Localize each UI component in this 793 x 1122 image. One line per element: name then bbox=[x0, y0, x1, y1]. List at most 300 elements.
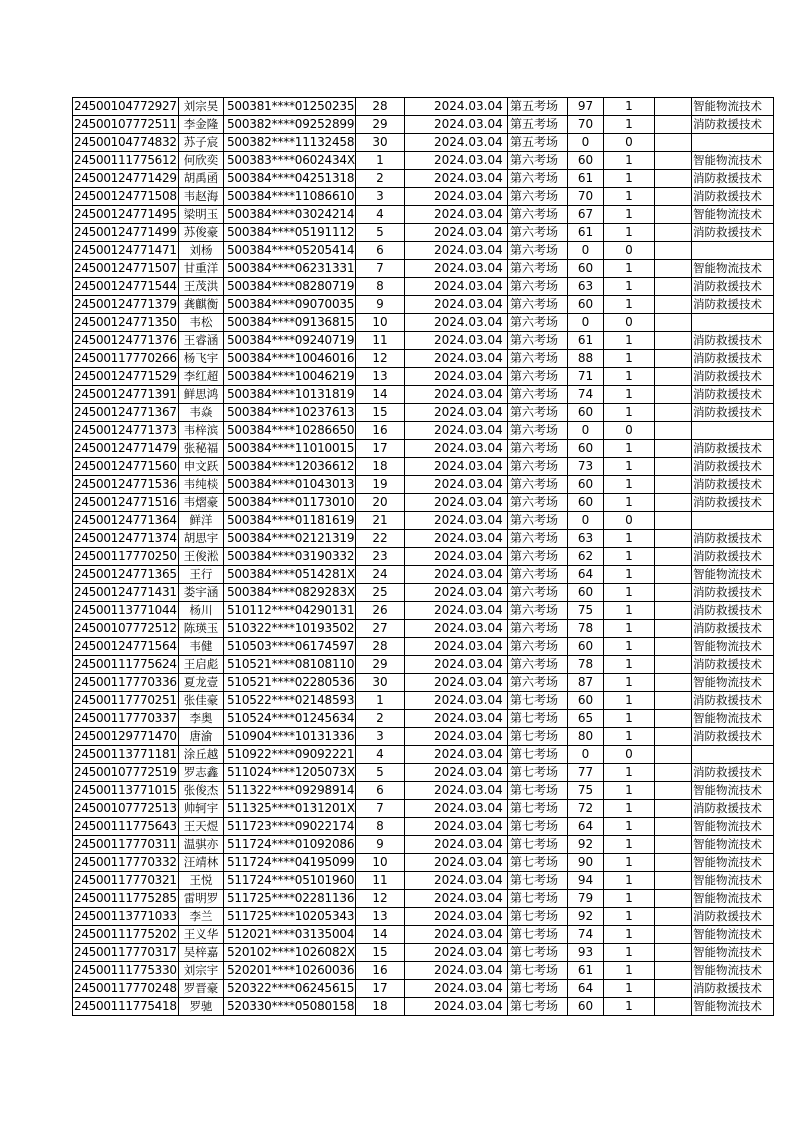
table-row bbox=[73, 620, 774, 638]
score-cell: 92 bbox=[568, 836, 604, 854]
score-cell: 88 bbox=[568, 350, 604, 368]
exam-date-cell: 2024.03.04 bbox=[433, 656, 508, 674]
exam-id-cell: 24500117770248 bbox=[73, 980, 179, 998]
exam-id-cell: 24500124771544 bbox=[73, 278, 179, 296]
table-row bbox=[73, 116, 774, 134]
spacer-cell bbox=[655, 854, 692, 872]
exam-id-cell: 24500124771367 bbox=[73, 404, 179, 422]
seat-number-cell: 23 bbox=[356, 548, 405, 566]
exam-id-cell: 24500111775643 bbox=[73, 818, 179, 836]
table-row bbox=[73, 206, 774, 224]
pass-flag-cell: 1 bbox=[604, 962, 655, 980]
major-cell: 智能物流技术 bbox=[692, 998, 774, 1016]
exam-id-cell: 24500111775418 bbox=[73, 998, 179, 1016]
major-cell: 智能物流技术 bbox=[692, 962, 774, 980]
seat-number-cell: 11 bbox=[356, 332, 405, 350]
spacer-cell bbox=[405, 620, 434, 638]
student-name-cell: 苏俊豪 bbox=[179, 224, 224, 242]
exam-id-cell: 24500107772512 bbox=[73, 620, 179, 638]
exam-room-cell: 第六考场 bbox=[508, 548, 568, 566]
id-card-cell: 511724****04195099 bbox=[224, 854, 356, 872]
table-row bbox=[73, 530, 774, 548]
spacer-cell bbox=[405, 692, 434, 710]
exam-id-cell: 24500124771373 bbox=[73, 422, 179, 440]
exam-date-cell: 2024.03.04 bbox=[433, 674, 508, 692]
spacer-cell bbox=[405, 188, 434, 206]
spacer-cell bbox=[655, 170, 692, 188]
seat-number-cell: 14 bbox=[356, 386, 405, 404]
student-name-cell: 吴梓嘉 bbox=[179, 944, 224, 962]
spacer-cell bbox=[405, 512, 434, 530]
exam-date-cell: 2024.03.04 bbox=[433, 188, 508, 206]
major-cell: 智能物流技术 bbox=[692, 782, 774, 800]
spacer-cell bbox=[405, 764, 434, 782]
score-cell: 63 bbox=[568, 278, 604, 296]
student-name-cell: 李红超 bbox=[179, 368, 224, 386]
score-cell: 75 bbox=[568, 602, 604, 620]
exam-date-cell: 2024.03.04 bbox=[433, 152, 508, 170]
seat-number-cell: 10 bbox=[356, 314, 405, 332]
spacer-cell bbox=[405, 998, 434, 1016]
id-card-cell: 500384****10046219 bbox=[224, 368, 356, 386]
student-name-cell: 龚麒衡 bbox=[179, 296, 224, 314]
id-card-cell: 520201****10260036 bbox=[224, 962, 356, 980]
major-cell: 消防救援技术 bbox=[692, 728, 774, 746]
table-row bbox=[73, 134, 774, 152]
exam-date-cell: 2024.03.04 bbox=[433, 314, 508, 332]
exam-room-cell: 第五考场 bbox=[508, 98, 568, 116]
id-card-cell: 500384****01173010 bbox=[224, 494, 356, 512]
pass-flag-cell: 1 bbox=[604, 548, 655, 566]
exam-room-cell: 第七考场 bbox=[508, 782, 568, 800]
exam-date-cell: 2024.03.04 bbox=[433, 350, 508, 368]
spacer-cell bbox=[405, 116, 434, 134]
table-row bbox=[73, 854, 774, 872]
major-cell: 智能物流技术 bbox=[692, 260, 774, 278]
id-card-cell: 510904****10131336 bbox=[224, 728, 356, 746]
spacer-cell bbox=[655, 350, 692, 368]
pass-flag-cell: 1 bbox=[604, 476, 655, 494]
pass-flag-cell: 1 bbox=[604, 152, 655, 170]
pass-flag-cell: 1 bbox=[604, 944, 655, 962]
pass-flag-cell: 1 bbox=[604, 404, 655, 422]
exam-id-cell: 24500107772511 bbox=[73, 116, 179, 134]
seat-number-cell: 30 bbox=[356, 674, 405, 692]
pass-flag-cell: 1 bbox=[604, 260, 655, 278]
score-cell: 60 bbox=[568, 584, 604, 602]
spacer-cell bbox=[655, 728, 692, 746]
spacer-cell bbox=[655, 440, 692, 458]
major-cell bbox=[692, 242, 774, 260]
id-card-cell: 500384****01043013 bbox=[224, 476, 356, 494]
major-cell: 消防救援技术 bbox=[692, 296, 774, 314]
major-cell: 智能物流技术 bbox=[692, 566, 774, 584]
seat-number-cell: 2 bbox=[356, 710, 405, 728]
score-cell: 60 bbox=[568, 638, 604, 656]
exam-date-cell: 2024.03.04 bbox=[433, 854, 508, 872]
exam-id-cell: 24500111775285 bbox=[73, 890, 179, 908]
seat-number-cell: 16 bbox=[356, 422, 405, 440]
exam-date-cell: 2024.03.04 bbox=[433, 728, 508, 746]
id-card-cell: 520102****1026082X bbox=[224, 944, 356, 962]
spacer-cell bbox=[405, 260, 434, 278]
spacer-cell bbox=[655, 998, 692, 1016]
student-name-cell: 夏龙壹 bbox=[179, 674, 224, 692]
pass-flag-cell: 0 bbox=[604, 134, 655, 152]
exam-date-cell: 2024.03.04 bbox=[433, 368, 508, 386]
spacer-cell bbox=[405, 458, 434, 476]
pass-flag-cell: 1 bbox=[604, 800, 655, 818]
student-name-cell: 张佳豪 bbox=[179, 692, 224, 710]
pass-flag-cell: 1 bbox=[604, 386, 655, 404]
spacer-cell bbox=[405, 242, 434, 260]
seat-number-cell: 9 bbox=[356, 296, 405, 314]
major-cell: 消防救援技术 bbox=[692, 476, 774, 494]
table-row bbox=[73, 566, 774, 584]
exam-date-cell: 2024.03.04 bbox=[433, 116, 508, 134]
pass-flag-cell: 1 bbox=[604, 764, 655, 782]
exam-id-cell: 24500124771479 bbox=[73, 440, 179, 458]
exam-date-cell: 2024.03.04 bbox=[433, 800, 508, 818]
exam-id-cell: 24500124771507 bbox=[73, 260, 179, 278]
table-row bbox=[73, 782, 774, 800]
major-cell: 消防救援技术 bbox=[692, 332, 774, 350]
exam-date-cell: 2024.03.04 bbox=[433, 998, 508, 1016]
student-name-cell: 王天煜 bbox=[179, 818, 224, 836]
pass-flag-cell: 1 bbox=[604, 728, 655, 746]
table-row bbox=[73, 674, 774, 692]
seat-number-cell: 17 bbox=[356, 980, 405, 998]
exam-date-cell: 2024.03.04 bbox=[433, 206, 508, 224]
pass-flag-cell: 1 bbox=[604, 818, 655, 836]
seat-number-cell: 17 bbox=[356, 440, 405, 458]
score-cell: 70 bbox=[568, 188, 604, 206]
seat-number-cell: 18 bbox=[356, 458, 405, 476]
pass-flag-cell: 1 bbox=[604, 836, 655, 854]
exam-date-cell: 2024.03.04 bbox=[433, 962, 508, 980]
score-cell: 60 bbox=[568, 692, 604, 710]
exam-room-cell: 第六考场 bbox=[508, 332, 568, 350]
table-row bbox=[73, 872, 774, 890]
seat-number-cell: 10 bbox=[356, 854, 405, 872]
exam-date-cell: 2024.03.04 bbox=[433, 458, 508, 476]
seat-number-cell: 2 bbox=[356, 170, 405, 188]
exam-room-cell: 第六考场 bbox=[508, 674, 568, 692]
exam-date-cell: 2024.03.04 bbox=[433, 620, 508, 638]
exam-room-cell: 第七考场 bbox=[508, 908, 568, 926]
seat-number-cell: 15 bbox=[356, 944, 405, 962]
id-card-cell: 510521****08108110 bbox=[224, 656, 356, 674]
spacer-cell bbox=[405, 836, 434, 854]
spacer-cell bbox=[405, 98, 434, 116]
major-cell: 消防救援技术 bbox=[692, 530, 774, 548]
pass-flag-cell: 1 bbox=[604, 368, 655, 386]
exam-room-cell: 第六考场 bbox=[508, 314, 568, 332]
id-card-cell: 500382****09252899 bbox=[224, 116, 356, 134]
student-name-cell: 韦松 bbox=[179, 314, 224, 332]
score-cell: 92 bbox=[568, 908, 604, 926]
pass-flag-cell: 1 bbox=[604, 566, 655, 584]
table-row bbox=[73, 656, 774, 674]
spacer-cell bbox=[405, 854, 434, 872]
spacer-cell bbox=[655, 602, 692, 620]
exam-id-cell: 24500124771365 bbox=[73, 566, 179, 584]
score-cell: 74 bbox=[568, 926, 604, 944]
pass-flag-cell: 0 bbox=[604, 314, 655, 332]
exam-id-cell: 24500124771536 bbox=[73, 476, 179, 494]
spacer-cell bbox=[655, 890, 692, 908]
spacer-cell bbox=[655, 620, 692, 638]
exam-date-cell: 2024.03.04 bbox=[433, 530, 508, 548]
score-cell: 63 bbox=[568, 530, 604, 548]
spacer-cell bbox=[655, 782, 692, 800]
exam-date-cell: 2024.03.04 bbox=[433, 548, 508, 566]
exam-room-cell: 第七考场 bbox=[508, 980, 568, 998]
id-card-cell: 500384****04251318 bbox=[224, 170, 356, 188]
pass-flag-cell: 0 bbox=[604, 512, 655, 530]
seat-number-cell: 6 bbox=[356, 242, 405, 260]
exam-date-cell: 2024.03.04 bbox=[433, 512, 508, 530]
exam-date-cell: 2024.03.04 bbox=[433, 242, 508, 260]
id-card-cell: 500384****01181619 bbox=[224, 512, 356, 530]
spacer-cell bbox=[655, 260, 692, 278]
seat-number-cell: 25 bbox=[356, 584, 405, 602]
id-card-cell: 511725****10205343 bbox=[224, 908, 356, 926]
seat-number-cell: 28 bbox=[356, 638, 405, 656]
spacer-cell bbox=[405, 800, 434, 818]
exam-id-cell: 24500117770311 bbox=[73, 836, 179, 854]
id-card-cell: 500384****03190332 bbox=[224, 548, 356, 566]
student-name-cell: 罗志鑫 bbox=[179, 764, 224, 782]
major-cell bbox=[692, 314, 774, 332]
table-row bbox=[73, 944, 774, 962]
exam-room-cell: 第六考场 bbox=[508, 368, 568, 386]
id-card-cell: 500384****06231331 bbox=[224, 260, 356, 278]
id-card-cell: 500384****05191112 bbox=[224, 224, 356, 242]
spacer-cell bbox=[405, 440, 434, 458]
major-cell: 消防救援技术 bbox=[692, 692, 774, 710]
spacer-cell bbox=[405, 332, 434, 350]
seat-number-cell: 6 bbox=[356, 782, 405, 800]
student-name-cell: 唐渝 bbox=[179, 728, 224, 746]
score-cell: 0 bbox=[568, 314, 604, 332]
exam-id-cell: 24500104772927 bbox=[73, 98, 179, 116]
id-card-cell: 500381****01250235 bbox=[224, 98, 356, 116]
exam-date-cell: 2024.03.04 bbox=[433, 476, 508, 494]
score-cell: 71 bbox=[568, 368, 604, 386]
student-name-cell: 胡禹函 bbox=[179, 170, 224, 188]
major-cell: 消防救援技术 bbox=[692, 548, 774, 566]
exam-room-cell: 第七考场 bbox=[508, 818, 568, 836]
seat-number-cell: 3 bbox=[356, 188, 405, 206]
pass-flag-cell: 1 bbox=[604, 980, 655, 998]
exam-date-cell: 2024.03.04 bbox=[433, 296, 508, 314]
spacer-cell bbox=[405, 602, 434, 620]
spacer-cell bbox=[405, 206, 434, 224]
student-name-cell: 韦赵海 bbox=[179, 188, 224, 206]
spacer-cell bbox=[655, 332, 692, 350]
spacer-cell bbox=[405, 746, 434, 764]
exam-room-cell: 第七考场 bbox=[508, 764, 568, 782]
score-cell: 60 bbox=[568, 440, 604, 458]
exam-id-cell: 24500124771374 bbox=[73, 530, 179, 548]
exam-date-cell: 2024.03.04 bbox=[433, 746, 508, 764]
score-cell: 0 bbox=[568, 746, 604, 764]
spacer-cell bbox=[655, 368, 692, 386]
exam-date-cell: 2024.03.04 bbox=[433, 926, 508, 944]
exam-id-cell: 24500124771564 bbox=[73, 638, 179, 656]
pass-flag-cell: 1 bbox=[604, 710, 655, 728]
exam-id-cell: 24500124771391 bbox=[73, 386, 179, 404]
spacer-cell bbox=[655, 800, 692, 818]
student-name-cell: 苏子宸 bbox=[179, 134, 224, 152]
table-row bbox=[73, 746, 774, 764]
id-card-cell: 510322****10193502 bbox=[224, 620, 356, 638]
exam-id-cell: 24500124771529 bbox=[73, 368, 179, 386]
results-table-body bbox=[73, 98, 774, 1016]
exam-date-cell: 2024.03.04 bbox=[433, 638, 508, 656]
exam-date-cell: 2024.03.04 bbox=[433, 494, 508, 512]
spacer-cell bbox=[655, 566, 692, 584]
spacer-cell bbox=[655, 224, 692, 242]
exam-id-cell: 24500111775202 bbox=[73, 926, 179, 944]
id-card-cell: 510922****09092221 bbox=[224, 746, 356, 764]
exam-id-cell: 24500107772513 bbox=[73, 800, 179, 818]
seat-number-cell: 30 bbox=[356, 134, 405, 152]
spacer-cell bbox=[655, 152, 692, 170]
pass-flag-cell: 1 bbox=[604, 638, 655, 656]
student-name-cell: 王悦 bbox=[179, 872, 224, 890]
table-row bbox=[73, 440, 774, 458]
spacer-cell bbox=[655, 530, 692, 548]
id-card-cell: 511325****0131201X bbox=[224, 800, 356, 818]
exam-room-cell: 第六考场 bbox=[508, 170, 568, 188]
seat-number-cell: 12 bbox=[356, 890, 405, 908]
exam-room-cell: 第五考场 bbox=[508, 134, 568, 152]
score-cell: 0 bbox=[568, 134, 604, 152]
pass-flag-cell: 0 bbox=[604, 746, 655, 764]
table-row bbox=[73, 224, 774, 242]
id-card-cell: 510524****01245634 bbox=[224, 710, 356, 728]
spacer-cell bbox=[655, 944, 692, 962]
seat-number-cell: 21 bbox=[356, 512, 405, 530]
spacer-cell bbox=[655, 494, 692, 512]
table-row bbox=[73, 476, 774, 494]
spacer-cell bbox=[405, 368, 434, 386]
major-cell: 智能物流技术 bbox=[692, 674, 774, 692]
exam-id-cell: 24500129771470 bbox=[73, 728, 179, 746]
spacer-cell bbox=[405, 566, 434, 584]
spacer-cell bbox=[405, 278, 434, 296]
score-cell: 0 bbox=[568, 512, 604, 530]
score-cell: 64 bbox=[568, 818, 604, 836]
table-row bbox=[73, 980, 774, 998]
exam-room-cell: 第六考场 bbox=[508, 476, 568, 494]
student-name-cell: 陈瑛玉 bbox=[179, 620, 224, 638]
score-cell: 61 bbox=[568, 332, 604, 350]
student-name-cell: 帅轲宇 bbox=[179, 800, 224, 818]
seat-number-cell: 16 bbox=[356, 962, 405, 980]
score-cell: 93 bbox=[568, 944, 604, 962]
table-row bbox=[73, 170, 774, 188]
pass-flag-cell: 1 bbox=[604, 278, 655, 296]
pass-flag-cell: 1 bbox=[604, 332, 655, 350]
pass-flag-cell: 1 bbox=[604, 494, 655, 512]
major-cell bbox=[692, 422, 774, 440]
spacer-cell bbox=[655, 404, 692, 422]
spacer-cell bbox=[405, 926, 434, 944]
exam-room-cell: 第六考场 bbox=[508, 206, 568, 224]
id-card-cell: 500382****11132458 bbox=[224, 134, 356, 152]
major-cell bbox=[692, 134, 774, 152]
exam-id-cell: 24500117770266 bbox=[73, 350, 179, 368]
spacer-cell bbox=[655, 638, 692, 656]
spacer-cell bbox=[405, 224, 434, 242]
spacer-cell bbox=[655, 98, 692, 116]
spacer-cell bbox=[405, 494, 434, 512]
spacer-cell bbox=[655, 710, 692, 728]
exam-id-cell: 24500124771560 bbox=[73, 458, 179, 476]
table-row bbox=[73, 548, 774, 566]
spacer-cell bbox=[655, 674, 692, 692]
seat-number-cell: 3 bbox=[356, 728, 405, 746]
table-row bbox=[73, 314, 774, 332]
student-name-cell: 汪靖林 bbox=[179, 854, 224, 872]
student-name-cell: 王启彪 bbox=[179, 656, 224, 674]
spacer-cell bbox=[405, 350, 434, 368]
exam-id-cell: 24500111775330 bbox=[73, 962, 179, 980]
exam-room-cell: 第六考场 bbox=[508, 278, 568, 296]
exam-room-cell: 第七考场 bbox=[508, 890, 568, 908]
spacer-cell bbox=[405, 638, 434, 656]
table-row bbox=[73, 998, 774, 1016]
exam-date-cell: 2024.03.04 bbox=[433, 404, 508, 422]
table-row bbox=[73, 98, 774, 116]
exam-date-cell: 2024.03.04 bbox=[433, 98, 508, 116]
major-cell: 消防救援技术 bbox=[692, 764, 774, 782]
major-cell: 智能物流技术 bbox=[692, 638, 774, 656]
major-cell bbox=[692, 512, 774, 530]
exam-id-cell: 24500113771015 bbox=[73, 782, 179, 800]
exam-date-cell: 2024.03.04 bbox=[433, 818, 508, 836]
table-row bbox=[73, 908, 774, 926]
exam-id-cell: 24500117770251 bbox=[73, 692, 179, 710]
table-row bbox=[73, 926, 774, 944]
exam-room-cell: 第六考场 bbox=[508, 638, 568, 656]
score-cell: 62 bbox=[568, 548, 604, 566]
score-cell: 97 bbox=[568, 98, 604, 116]
student-name-cell: 李兰 bbox=[179, 908, 224, 926]
student-name-cell: 鲜洋 bbox=[179, 512, 224, 530]
seat-number-cell: 29 bbox=[356, 116, 405, 134]
spacer-cell bbox=[655, 188, 692, 206]
exam-room-cell: 第六考场 bbox=[508, 386, 568, 404]
score-cell: 80 bbox=[568, 728, 604, 746]
exam-id-cell: 24500117770250 bbox=[73, 548, 179, 566]
exam-id-cell: 24500113771181 bbox=[73, 746, 179, 764]
id-card-cell: 500384****10286650 bbox=[224, 422, 356, 440]
student-name-cell: 王义华 bbox=[179, 926, 224, 944]
exam-id-cell: 24500124771471 bbox=[73, 242, 179, 260]
seat-number-cell: 28 bbox=[356, 98, 405, 116]
table-row bbox=[73, 422, 774, 440]
spacer-cell bbox=[655, 422, 692, 440]
exam-room-cell: 第六考场 bbox=[508, 260, 568, 278]
spacer-cell bbox=[405, 386, 434, 404]
student-name-cell: 韦纯棪 bbox=[179, 476, 224, 494]
score-cell: 73 bbox=[568, 458, 604, 476]
id-card-cell: 511723****09022174 bbox=[224, 818, 356, 836]
